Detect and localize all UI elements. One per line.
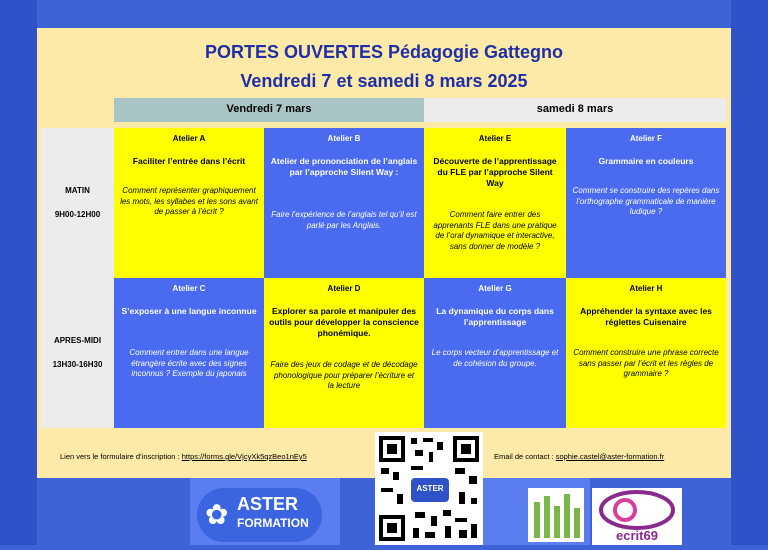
atelier-h-title: Atelier H xyxy=(629,284,663,293)
atelier-b-title: Atelier B xyxy=(327,134,361,143)
atelier-h-subject: Appréhender la syntaxe avec les réglettes Cuisenaire xyxy=(580,306,712,327)
aster-logo xyxy=(197,488,322,542)
aster-logo-text-1: ASTER xyxy=(237,494,299,514)
atelier-b xyxy=(264,128,424,278)
matin-hours: 9H00-12H00 xyxy=(54,210,101,219)
atelier-d-title: Atelier D xyxy=(327,284,361,293)
partner-logo xyxy=(528,488,584,542)
form-line xyxy=(60,452,307,461)
atelier-c-title: Atelier C xyxy=(172,284,206,293)
form-link[interactable]: https://forms.gle/VjcyXk5qzBeo1nEy5 xyxy=(181,452,307,461)
atelier-g-desc: Le corps vecteur d’apprentissage et de cohésion du groupe. xyxy=(431,348,559,368)
atelier-g-subject: La dynamique du corps dans l’apprentissage xyxy=(436,306,554,327)
atelier-g-title: Atelier G xyxy=(478,284,512,293)
atelier-f-desc: Comment se construire des repères dans l’orthographe grammaticale de manière ludique ? xyxy=(572,186,720,216)
atelier-g xyxy=(424,278,566,428)
form-label: Lien vers le formulaire d’inscription : xyxy=(60,452,180,461)
atelier-a xyxy=(114,128,264,278)
matin-label: MATIN xyxy=(65,186,90,195)
atelier-d-desc: Faire des jeux de codage et de décodage phonologique pour préparer l’écriture et la lecture xyxy=(270,360,418,390)
partner-logo-graphic xyxy=(528,488,584,542)
atelier-h xyxy=(566,278,726,428)
atelier-f xyxy=(566,128,726,278)
page-title: PORTES OUVERTES Pédagogie Gattegno xyxy=(204,42,564,62)
apresmidi-hours: 13H30-16H30 xyxy=(52,360,103,369)
atelier-d xyxy=(264,278,424,428)
atelier-c-desc: Comment entrer dans une langue étrangère écrite avec des signes inconnus ? Exemple du japonais xyxy=(129,348,249,378)
email-line xyxy=(494,452,664,461)
atelier-h-desc: Comment construire une phrase correcte sans passer par l’écrit et les règles de grammaire ? xyxy=(573,348,719,378)
atelier-e-desc: Comment faire entrer des apprenants FLE dans une pratique de l’oral dynamique et interactive, sans donner de modèle ? xyxy=(433,210,557,251)
email-link[interactable]: sophie.castel@aster-formation.fr xyxy=(555,452,665,461)
row-label-apresmidi xyxy=(41,278,114,428)
atelier-e-subject: Découverte de l’apprentissage du FLE par l’approche Silent Way xyxy=(433,156,557,188)
atelier-a-title: Atelier A xyxy=(172,134,206,143)
page-subtitle: Vendredi 7 et samedi 8 mars 2025 xyxy=(240,71,528,91)
poster xyxy=(37,28,731,478)
atelier-c-subject: S’exposer à une langue inconnue xyxy=(121,306,257,316)
atelier-b-subject: Atelier de prononciation de l’anglais par l’approche Silent Way : xyxy=(270,156,418,177)
atelier-b-desc: Faire l’expérience de l’anglais tel qu’il est parlé par les Anglais. xyxy=(271,210,417,230)
ecrit69-text: ecrit69 xyxy=(616,528,658,543)
atelier-f-subject: Grammaire en couleurs xyxy=(598,156,694,166)
atelier-c xyxy=(114,278,264,428)
bg-stripe-right xyxy=(731,0,768,545)
qr-code[interactable] xyxy=(375,432,483,545)
atelier-e-title: Atelier E xyxy=(478,134,512,143)
header-friday: Vendredi 7 mars xyxy=(114,98,424,122)
row-label-matin xyxy=(41,128,114,278)
atelier-e xyxy=(424,128,566,278)
atelier-a-subject: Faciliter l’entrée dans l’écrit xyxy=(132,156,246,166)
ecrit69-logo xyxy=(592,488,682,545)
atelier-a-desc: Comment représenter graphiquement les mots, les syllabes et les sons avant de passer à l’écrit ? xyxy=(120,186,258,216)
email-label: Email de contact : xyxy=(494,452,554,461)
flower-icon: ✿ xyxy=(205,499,229,530)
bg-stripe-left xyxy=(0,0,37,545)
apresmidi-label: APRES-MIDI xyxy=(53,336,102,345)
atelier-d-subject: Explorer sa parole et manipuler des outils pour développer la conscience phonémique. xyxy=(269,306,419,338)
qr-badge-label: ASTER xyxy=(416,484,444,493)
atelier-f-title: Atelier F xyxy=(629,134,662,143)
aster-logo-text-2: FORMATION xyxy=(237,516,309,530)
header-saturday: samedi 8 mars xyxy=(424,98,726,122)
